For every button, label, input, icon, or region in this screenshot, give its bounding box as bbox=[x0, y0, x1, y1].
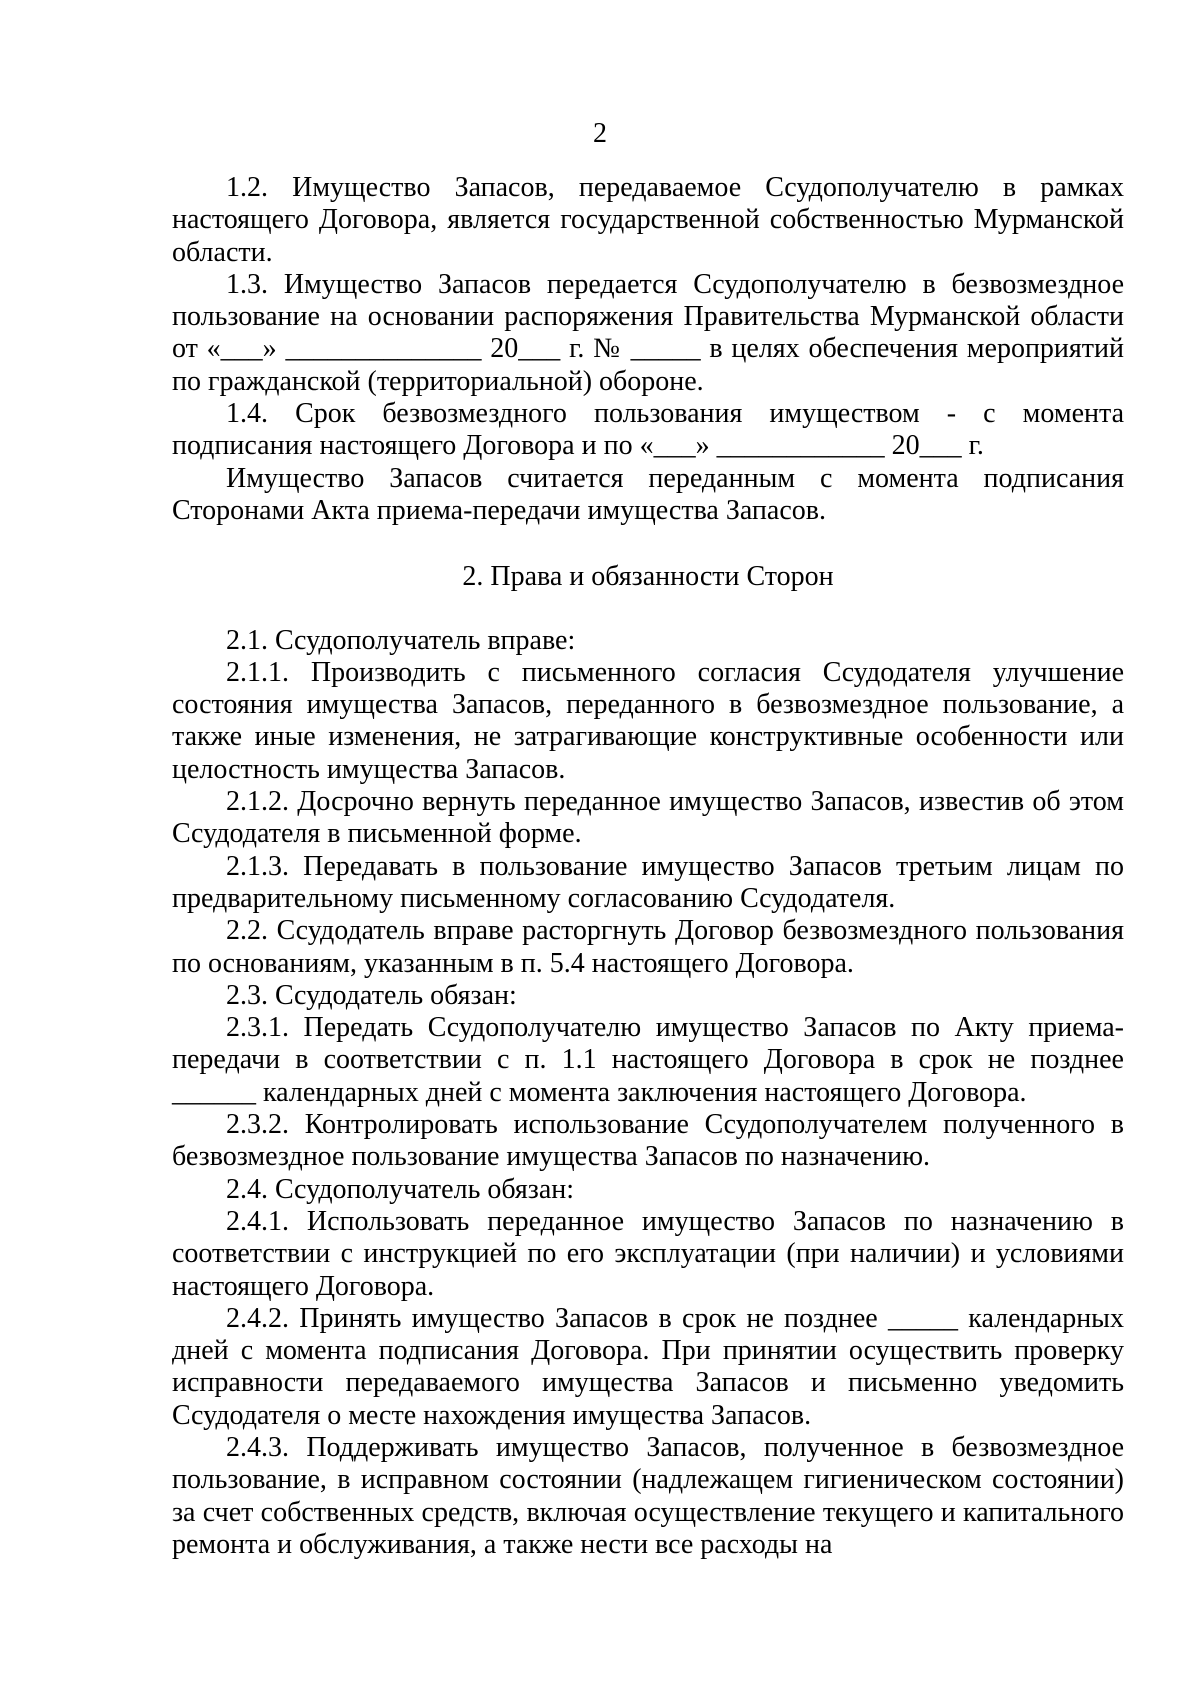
clause-2-4-2: 2.4.2. Принять имущество Запасов в срок не позднее _____ календарных дней с момента подписания Договора. При принятии осуществить проверку исправности передаваемого имущества Запасов и письменно уведомить Ссудодателя о месте нахождения имущества Запасов. bbox=[172, 1302, 1131, 1431]
clause-2-3-2: 2.3.2. Контролировать использование Ссудополучателем полученного в безвозмездное пользование имущества Запасов по назначению. bbox=[172, 1109, 1131, 1173]
section-heading: 2. Права и обязанности Сторон bbox=[462, 561, 834, 593]
clause-2-3-1: 2.3.1. Передать Ссудополучателю имущество Запасов по Акту приема-передачи в соответствии с п. 1.1 настоящего Договора в срок не позднее ______ календарных дней с момента заключения настоящего Договора. bbox=[172, 1012, 1131, 1108]
clause-1-2: 1.2. Имущество Запасов, передаваемое Ссудополучателю в рамках настоящего Договора, является государственной собственностью Мурманской области. bbox=[172, 172, 1131, 268]
transfer-note: Имущество Запасов считается переданным с момента подписания Сторонами Акта приема-передачи имущества Запасов. bbox=[172, 462, 1131, 526]
clause-2-4: 2.4. Ссудополучатель обязан: bbox=[226, 1173, 575, 1205]
clause-2-3: 2.3. Ссудодатель обязан: bbox=[226, 979, 517, 1011]
clause-1-3: 1.3. Имущество Запасов передается Ссудополучателю в безвозмездное пользование на основании распоряжения Правительства Мурманской области от «___» ______________ 20___ г. № _____ в целях обеспечения мероприятий по гражданской (территориальной) обороне. bbox=[172, 268, 1131, 397]
clause-2-1-1: 2.1.1. Производить с письменного согласия Ссудодателя улучшение состояния имущества Запасов, переданного в безвозмездное пользование, а также иные изменения, не затрагивающие конструктивные особенности или целостность имущества Запасов. bbox=[172, 656, 1131, 785]
clause-1-4: 1.4. Срок безвозмездного пользования имуществом - с момента подписания настоящего Договора и по «___» ____________ 20___ г. bbox=[172, 398, 1131, 462]
clause-2-1-3: 2.1.3. Передавать в пользование имущество Запасов третьим лицам по предварительному письменному согласованию Ссудодателя. bbox=[172, 850, 1131, 914]
clause-2-4-3: 2.4.3. Поддерживать имущество Запасов, полученное в безвозмездное пользование, в исправном состоянии (надлежащем гигиеническом состоянии) за счет собственных средств, включая осуществление текущего и капитального ремонта и обслуживания, а также нести все расходы на bbox=[172, 1431, 1131, 1560]
clause-2-4-1: 2.4.1. Использовать переданное имущество Запасов по назначению в соответствии с инструкцией по его эксплуатации (при наличии) и условиями настоящего Договора. bbox=[172, 1205, 1131, 1302]
page-number: 2 bbox=[593, 118, 607, 149]
document-body bbox=[172, 172, 1131, 1561]
clause-2-1-2: 2.1.2. Досрочно вернуть переданное имущество Запасов, известив об этом Ссудодателя в письменной форме. bbox=[172, 786, 1131, 850]
clause-2-1: 2.1. Ссудополучатель вправе: bbox=[226, 624, 576, 656]
clause-2-2: 2.2. Ссудодатель вправе расторгнуть Договор безвозмездного пользования по основаниям, указанным в п. 5.4 настоящего Договора. bbox=[172, 915, 1131, 979]
